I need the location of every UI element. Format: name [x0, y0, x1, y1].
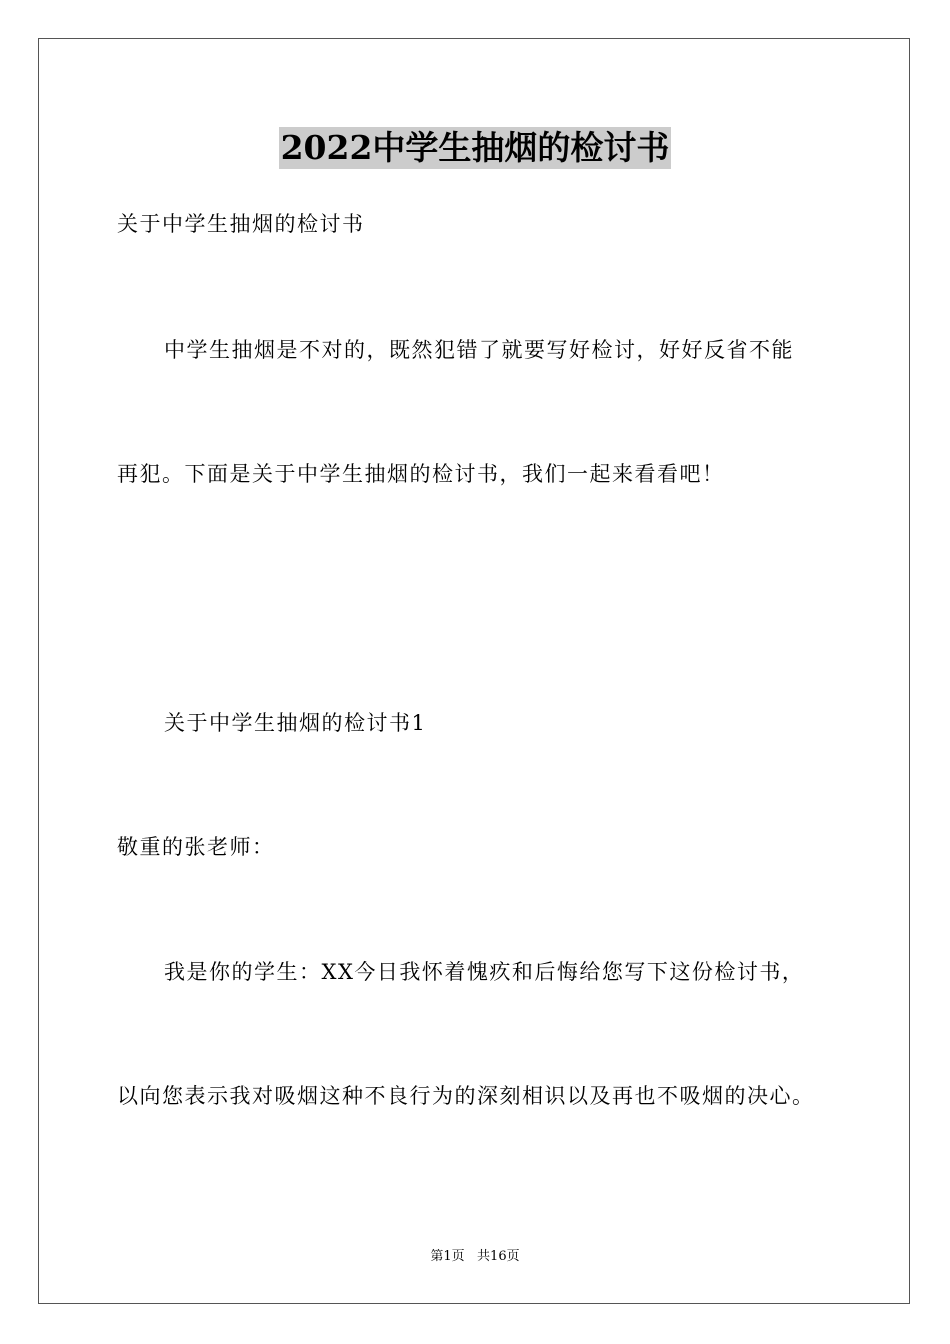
page-number-footer: 第1页 共16页	[430, 1249, 520, 1264]
intro-paragraph-line-2: 再犯。下面是关于中学生抽烟的检讨书，我们一起来看看吧！	[117, 462, 725, 486]
document-title: 2022中学生抽烟的检讨书	[280, 128, 670, 167]
body-paragraph-line-1: 我是你的学生：XX今日我怀着愧疚和后悔给您写下这份检讨书，	[164, 960, 805, 984]
document-subtitle: 关于中学生抽烟的检讨书	[117, 212, 365, 236]
salutation: 敬重的张老师：	[117, 835, 275, 859]
section-heading: 关于中学生抽烟的检讨书1	[164, 711, 427, 735]
body-paragraph-line-2: 以向您表示我对吸烟这种不良行为的深刻相识以及再也不吸烟的决心。	[117, 1084, 815, 1108]
intro-paragraph-line-1: 中学生抽烟是不对的，既然犯错了就要写好检讨，好好反省不能	[164, 338, 794, 362]
title-container	[0, 127, 950, 169]
